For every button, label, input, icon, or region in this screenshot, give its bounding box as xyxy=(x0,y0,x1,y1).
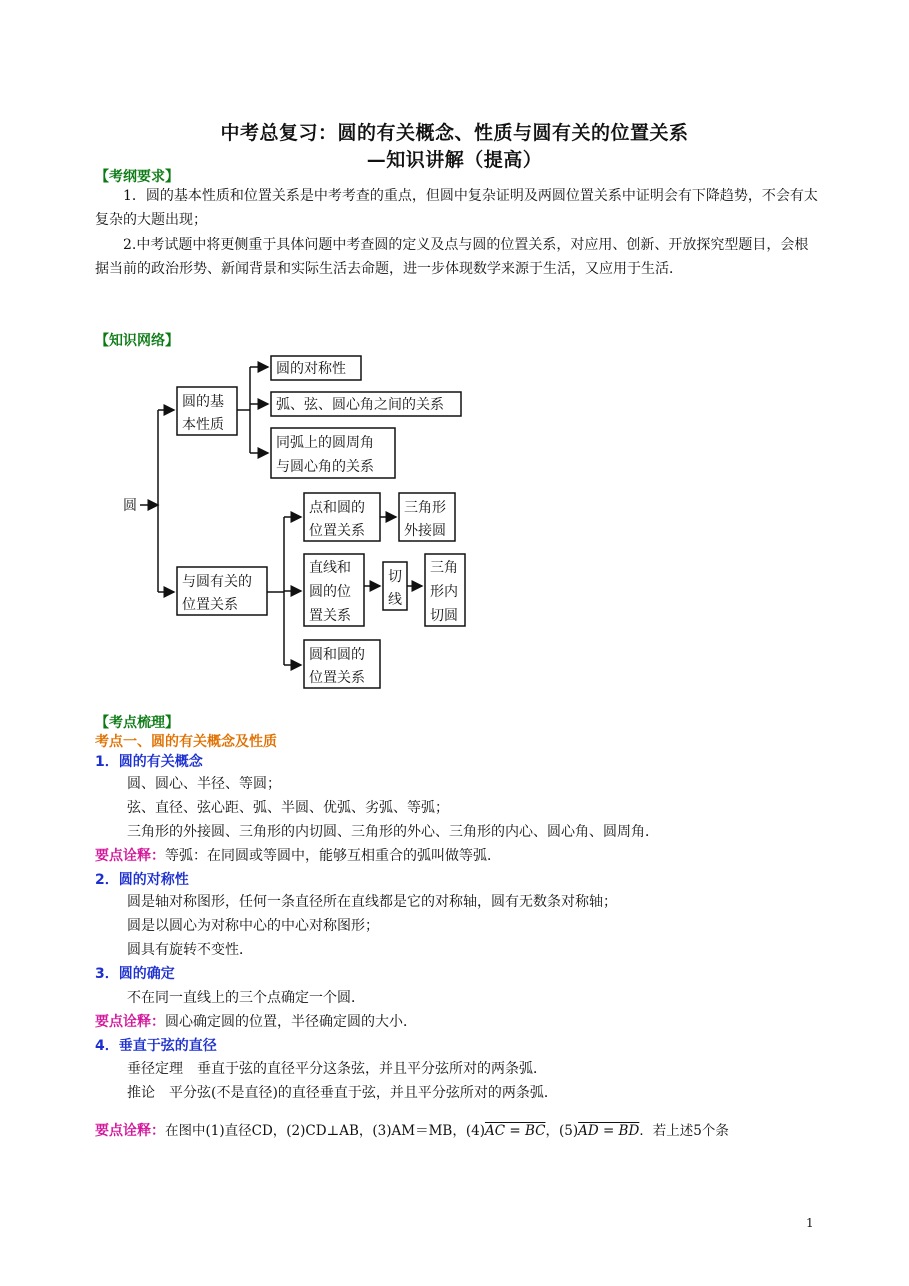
section-heading-requirements: 【考纲要求】 xyxy=(95,169,179,185)
s2-line3: 圆具有旋转不变性． xyxy=(127,942,253,958)
diagram-label: 圆的对称性 xyxy=(276,361,346,377)
diagram-label: 位置关系 xyxy=(309,523,365,539)
diagram-label: 圆和圆的 xyxy=(309,647,365,663)
diagram-label: 点和圆的 xyxy=(309,500,365,516)
diagram-label: 外接圆 xyxy=(404,523,446,539)
diagram-label: 位置关系 xyxy=(182,597,238,613)
diagram-label: 与圆心角的关系 xyxy=(276,459,374,475)
diagram-label: 同弧上的圆周角 xyxy=(276,435,374,451)
knowledge-network-diagram xyxy=(120,350,480,695)
diagram-label: 线 xyxy=(388,592,402,608)
diagram-root-label: 圆 xyxy=(123,498,137,514)
diagram-label: 与圆有关的 xyxy=(182,574,252,590)
requirements-paragraph-2: 2.中考试题中将更侧重于具体问题中考查圆的定义及点与圆的位置关系，对应用、创新、开放探究型题目，会根据当前的政治形势、新闻背景和实际生活去命题，进一步体现数学来源于生活，又应用于生活． xyxy=(95,237,809,277)
note-label: 要点诠释： xyxy=(95,848,165,864)
diagram-label: 圆的基 xyxy=(182,394,224,410)
s3-line1: 不在同一直线上的三个点确定一个圆． xyxy=(127,990,365,1006)
diagram-label: 圆的位 xyxy=(309,584,351,600)
s3-title: 3．圆的确定 xyxy=(95,966,175,982)
s1-note: 要点诠释：等弧：在同圆或等圆中，能够互相重合的弧叫做等弧． xyxy=(95,848,501,864)
diagram-label: 本性质 xyxy=(182,417,224,433)
diagram-label: 弧、弦、圆心角之间的关系 xyxy=(276,397,444,413)
section-heading-network: 【知识网络】 xyxy=(95,333,179,349)
page-subtitle: —知识讲解（提高） xyxy=(366,149,543,171)
s4-note: 要点诠释：在图中(1)直径CD，(2)CD⊥AB，(3)AM＝MB，(4)AC = BC，(5)AD = BD．若上述5个条 xyxy=(95,1123,729,1139)
s2-title: 2．圆的对称性 xyxy=(95,872,189,888)
arc-equation-2: AD = BD xyxy=(578,1123,640,1139)
diagram-label: 三角 xyxy=(430,560,458,576)
s3-note: 要点诠释：圆心确定圆的位置，半径确定圆的大小． xyxy=(95,1014,417,1030)
requirements-paragraph-1: 1．圆的基本性质和位置关系是中考考查的重点，但圆中复杂证明及两圆位置关系中证明会有下降趋势，不会有太复杂的大题出现； xyxy=(95,188,818,228)
s4-line2: 推论 平分弦(不是直径)的直径垂直于弦，并且平分弦所对的两条弧． xyxy=(127,1085,558,1101)
diagram-label: 切 xyxy=(388,569,402,585)
page-number: 1 xyxy=(806,1216,814,1230)
s2-line1: 圆是轴对称图形，任何一条直径所在直线都是它的对称轴，圆有无数条对称轴； xyxy=(127,894,617,910)
s4-line1: 垂径定理 垂直于弦的直径平分这条弦，并且平分弦所对的两条弧． xyxy=(127,1061,547,1077)
diagram-label: 三角形 xyxy=(404,500,446,516)
s4-title: 4．垂直于弦的直径 xyxy=(95,1038,217,1054)
diagram-label: 形内 xyxy=(430,584,458,600)
diagram-label: 位置关系 xyxy=(309,670,365,686)
s1-line2: 弦、直径、弦心距、弧、半圆、优弧、劣弧、等弧； xyxy=(127,800,449,816)
diagram-label: 置关系 xyxy=(309,608,351,624)
s1-line1: 圆、圆心、半径、等圆； xyxy=(127,776,281,792)
s1-title: 1．圆的有关概念 xyxy=(95,754,203,770)
s2-line2: 圆是以圆心为对称中心的中心对称图形； xyxy=(127,918,379,934)
s1-line3: 三角形的外接圆、三角形的内切圆、三角形的外心、三角形的内心、圆心角、圆周角． xyxy=(127,824,659,840)
arc-equation-1: AC = BC xyxy=(484,1123,546,1139)
topic-1-heading: 考点一、圆的有关概念及性质 xyxy=(95,734,277,750)
page-title: 中考总复习：圆的有关概念、性质与圆有关的位置关系 xyxy=(220,122,689,144)
diagram-label: 直线和 xyxy=(309,560,351,576)
diagram-label: 切圆 xyxy=(430,608,458,624)
section-heading-points: 【考点梳理】 xyxy=(95,715,179,731)
